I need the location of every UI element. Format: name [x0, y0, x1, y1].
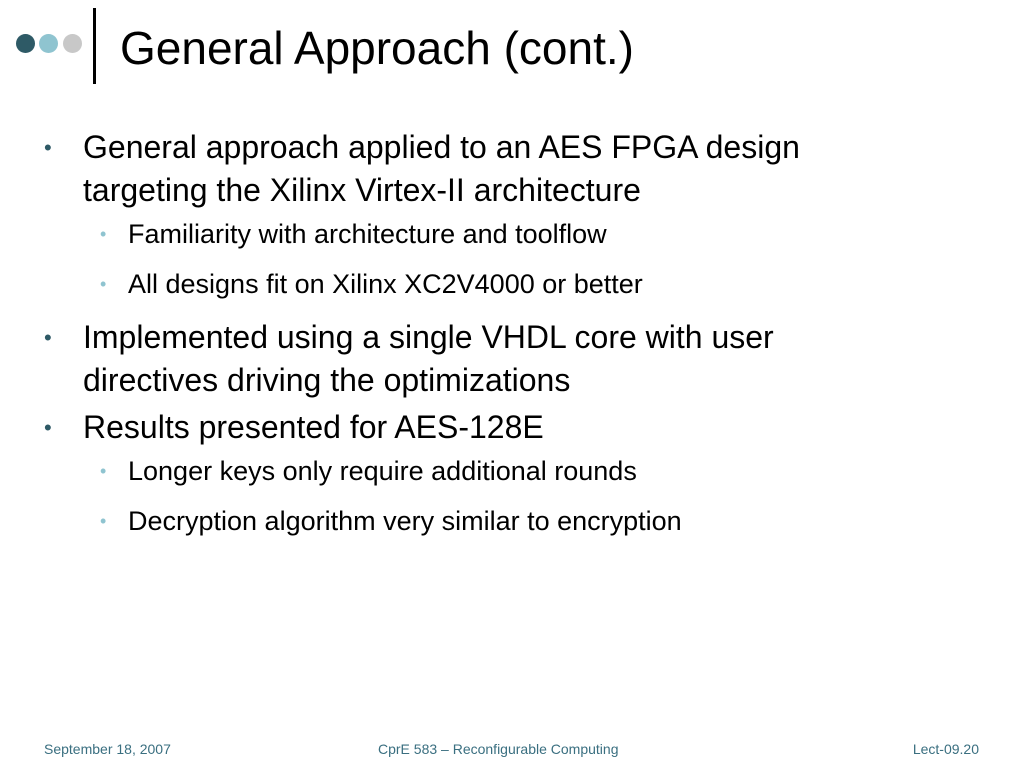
bullet-text-line: directives driving the optimizations — [83, 362, 571, 398]
bullet-dot-icon: • — [44, 135, 52, 160]
dark-dot-icon — [16, 34, 35, 53]
sub-bullet-dot-icon: • — [100, 511, 107, 531]
sub-bullet-item — [40, 503, 940, 540]
sub-bullet-dot-icon: • — [100, 224, 107, 244]
gray-dot-icon — [63, 34, 82, 53]
footer-course: CprE 583 – Reconfigurable Computing — [378, 741, 619, 757]
bullet-text-line: General approach applied to an AES FPGA design — [83, 129, 800, 165]
bullet-text-line: Familiarity with architecture and toolflow — [128, 219, 607, 249]
footer-date: September 18, 2007 — [44, 741, 171, 757]
sub-bullet-dot-icon: • — [100, 274, 107, 294]
slide-title: General Approach (cont.) — [120, 22, 634, 74]
sub-bullet-dot-icon: • — [100, 461, 107, 481]
bullet-text-line: All designs fit on Xilinx XC2V4000 or better — [128, 269, 643, 299]
footer-lecture-number: Lect-09.20 — [912, 741, 979, 757]
sub-bullet-item — [40, 453, 940, 490]
bullet-text-line: targeting the Xilinx Virtex-II architecture — [83, 172, 641, 208]
bullet-item — [40, 316, 940, 402]
bullet-item — [40, 406, 940, 449]
bullet-list — [40, 126, 940, 553]
bullet-text-line: Implemented using a single VHDL core with user — [83, 319, 774, 355]
title-divider — [93, 8, 96, 84]
bullet-dot-icon: • — [44, 325, 52, 350]
bullet-text-line: Decryption algorithm very similar to encryption — [128, 506, 682, 536]
bullet-item — [40, 126, 940, 212]
bullet-text-line: Results presented for AES-128E — [83, 409, 544, 445]
bullet-text-line: Longer keys only require additional rounds — [128, 456, 637, 486]
light-blue-dot-icon — [39, 34, 58, 53]
sub-bullet-item — [40, 216, 940, 253]
bullet-dot-icon: • — [44, 415, 52, 440]
sub-bullet-item — [40, 266, 940, 303]
title-dots-decoration — [16, 34, 88, 54]
